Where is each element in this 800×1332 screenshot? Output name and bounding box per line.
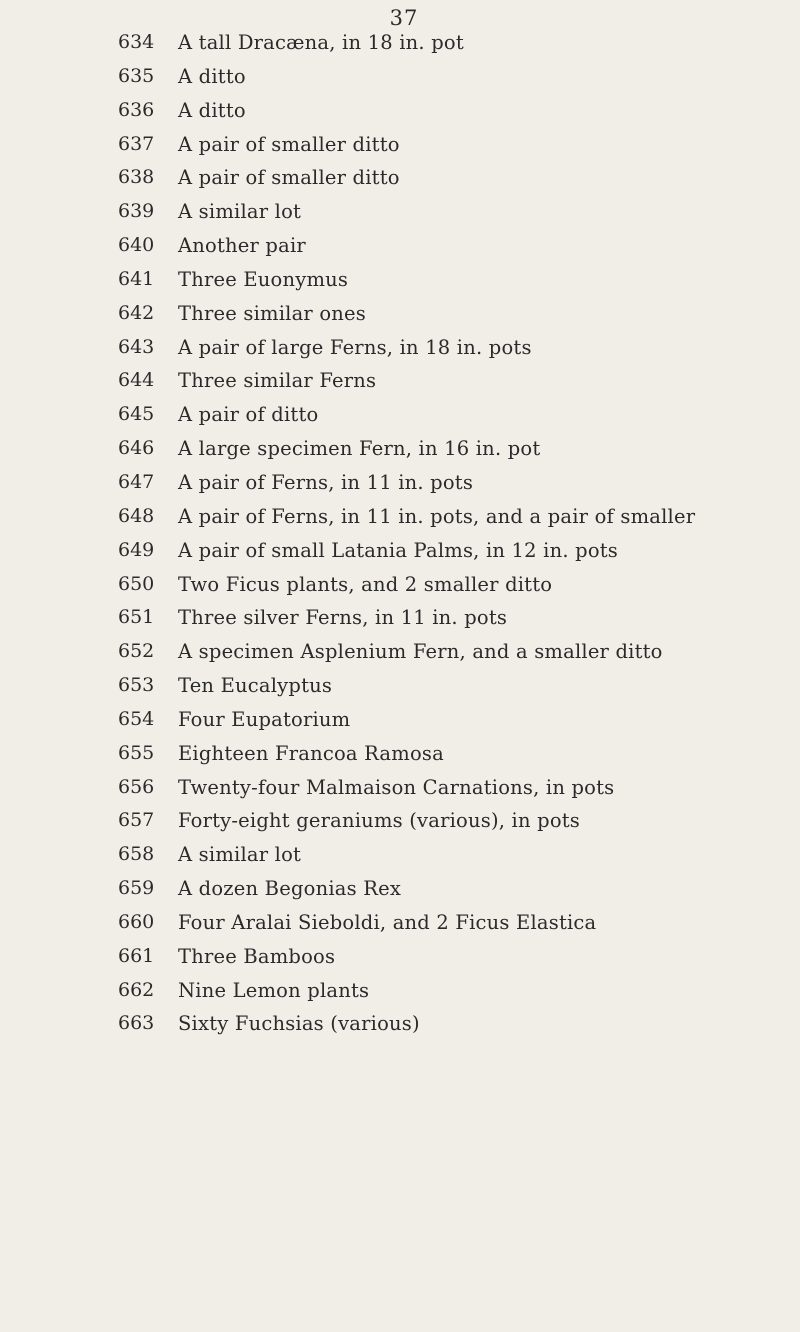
lot-number: 663	[118, 1012, 155, 1035]
lot-number: 646	[118, 437, 155, 460]
lot-row	[0, 26, 800, 60]
lot-row	[0, 398, 800, 432]
lot-number: 642	[118, 301, 155, 324]
lot-row	[0, 331, 800, 365]
lot-row	[0, 364, 800, 398]
lot-description: A large specimen Fern, in 16 in. pot	[178, 437, 541, 461]
lot-description: Four Aralai Sieboldi, and 2 Ficus Elastica	[178, 910, 597, 934]
lot-description: A ditto	[178, 98, 246, 122]
lot-description: A pair of Ferns, in 11 in. pots, and a pair of smaller	[178, 504, 696, 528]
lot-row	[0, 737, 800, 771]
lot-row	[0, 128, 800, 162]
lot-row	[0, 872, 800, 906]
lot-description: Three silver Ferns, in 11 in. pots	[178, 606, 508, 630]
lot-row	[0, 195, 800, 229]
lot-number: 640	[118, 234, 155, 257]
lot-row	[0, 534, 800, 568]
lot-description: Three Bamboos	[178, 944, 336, 968]
lot-description: Two Ficus plants, and 2 smaller ditto	[178, 572, 553, 596]
lot-description: A pair of Ferns, in 11 in. pots	[178, 470, 474, 494]
lot-description: Forty-eight geraniums (various), in pots	[178, 809, 581, 833]
lot-number: 637	[118, 132, 155, 155]
lot-description: Sixty Fuchsias (various)	[178, 1012, 420, 1036]
lot-list	[0, 26, 800, 1041]
lot-row	[0, 940, 800, 974]
lot-number: 635	[118, 64, 155, 87]
lot-row	[0, 838, 800, 872]
lot-description: A pair of smaller ditto	[178, 166, 400, 190]
lot-row	[0, 703, 800, 737]
lot-description: Another pair	[178, 234, 306, 258]
lot-number: 636	[118, 98, 155, 121]
lot-number: 649	[118, 538, 155, 561]
lot-number: 645	[118, 403, 155, 426]
lot-description: Twenty-four Malmaison Carnations, in pots	[178, 775, 615, 799]
lot-row	[0, 601, 800, 635]
lot-description: A pair of large Ferns, in 18 in. pots	[178, 335, 532, 359]
lot-description: Eighteen Francoa Ramosa	[178, 741, 444, 765]
lot-row	[0, 297, 800, 331]
lot-row	[0, 229, 800, 263]
lot-description: A similar lot	[178, 843, 302, 867]
lot-number: 651	[118, 606, 155, 629]
lot-row	[0, 771, 800, 805]
lot-description: Three similar Ferns	[178, 369, 377, 393]
lot-row	[0, 161, 800, 195]
lot-number: 634	[118, 31, 155, 53]
lot-description: A pair of small Latania Palms, in 12 in. pots	[178, 538, 619, 562]
lot-description: Four Eupatorium	[178, 707, 351, 731]
lot-row	[0, 669, 800, 703]
lot-description: A similar lot	[178, 200, 302, 224]
lot-number: 650	[118, 572, 155, 595]
lot-number: 643	[118, 335, 155, 358]
lot-number: 661	[118, 944, 155, 967]
lot-number: 648	[118, 504, 155, 527]
lot-description: A pair of smaller ditto	[178, 132, 400, 156]
lot-number: 658	[118, 843, 155, 866]
lot-number: 654	[118, 707, 155, 730]
lot-description: A specimen Asplenium Fern, and a smaller ditto	[178, 640, 663, 664]
lot-row	[0, 500, 800, 534]
lot-description: Nine Lemon plants	[178, 978, 370, 1002]
lot-row	[0, 974, 800, 1008]
lot-number: 638	[118, 166, 155, 189]
lot-number: 644	[118, 369, 155, 392]
lot-description: A ditto	[178, 64, 246, 88]
lot-row	[0, 635, 800, 669]
lot-number: 647	[118, 470, 155, 493]
lot-number: 655	[118, 741, 155, 764]
lot-row	[0, 906, 800, 940]
lot-number: 656	[118, 775, 155, 798]
lot-number: 660	[118, 910, 155, 933]
lot-number: 653	[118, 674, 155, 697]
lot-row	[0, 466, 800, 500]
lot-description: Three similar ones	[178, 301, 366, 325]
lot-description: Ten Eucalyptus	[178, 674, 333, 698]
lot-row	[0, 568, 800, 602]
lot-row	[0, 1007, 800, 1041]
page-number: 37	[389, 6, 419, 30]
lot-row	[0, 60, 800, 94]
lot-number: 662	[118, 978, 155, 1001]
lot-row	[0, 94, 800, 128]
lot-description: A pair of ditto	[178, 403, 319, 427]
lot-description: Three Euonymus	[178, 267, 349, 291]
lot-number: 652	[118, 640, 155, 663]
lot-number: 639	[118, 200, 155, 223]
lot-row	[0, 804, 800, 838]
lot-number: 657	[118, 809, 155, 832]
lot-description: A dozen Begonias Rex	[178, 877, 402, 901]
lot-number: 641	[118, 267, 155, 290]
lot-number: 659	[118, 877, 155, 900]
lot-row	[0, 263, 800, 297]
lot-description: A tall Dracæna, in 18 in. pot	[178, 31, 464, 54]
lot-row	[0, 432, 800, 466]
